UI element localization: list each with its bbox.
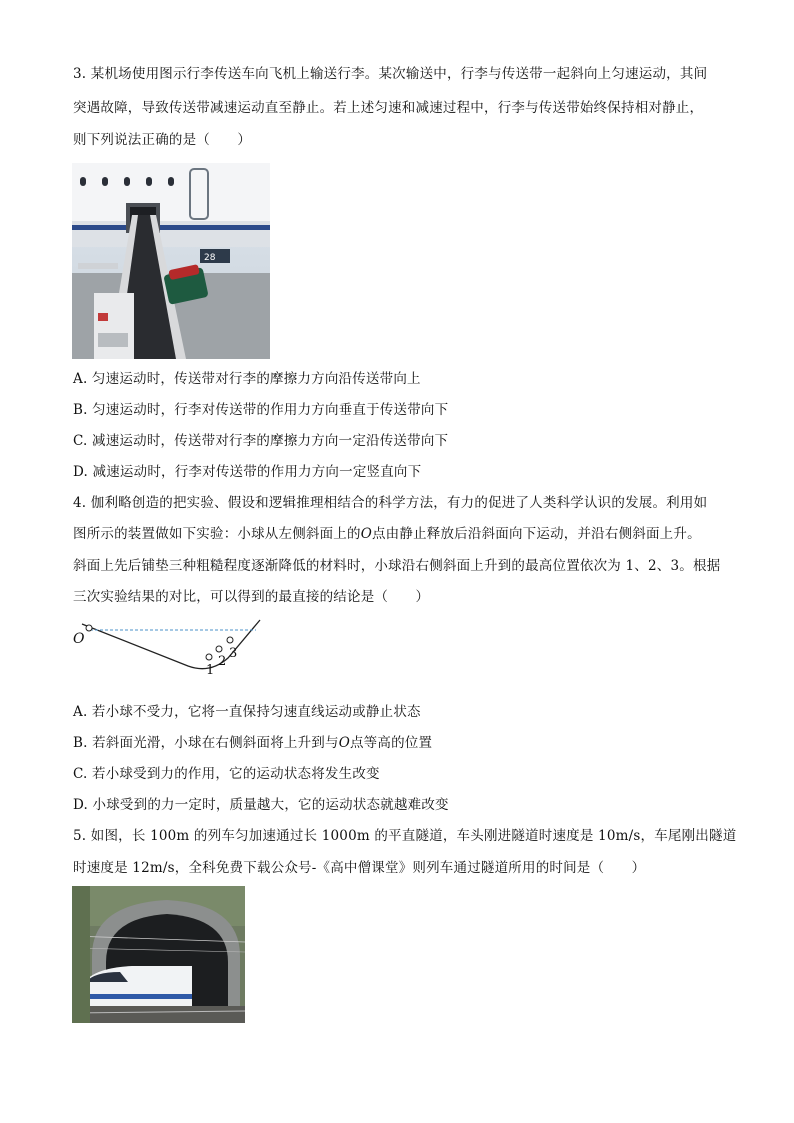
- q3-stem-line-1: 3. 某机场使用图示行李传送车向飞机上输送行李。某次输送中，行李与传送带一起斜向上匀速运动，其间: [73, 66, 708, 82]
- diagram-label-3: 3: [229, 646, 238, 661]
- q5-stem-line-1: 5. 如图，长 100m 的列车匀加速通过长 1000m 的平直隧道，车头刚进隧道时速度是 10m/s，车尾刚出隧道: [73, 828, 737, 844]
- q4-option-b-text-a: B. 若斜面光滑，小球在右侧斜面将上升到与: [73, 735, 339, 751]
- q4-option-b-point-o: O: [338, 735, 350, 751]
- ball-position-1: [206, 654, 212, 660]
- q4-option-b-text-b: 点等高的位置: [349, 735, 433, 751]
- q3-option-d: D. 减速运动时，行李对传送带的作用力方向一定竖直向下: [73, 464, 422, 480]
- q4-option-d: D. 小球受到的力一定时，质量越大，它的运动状态就越难改变: [73, 797, 449, 813]
- q4-option-a: A. 若小球不受力，它将一直保持匀速直线运动或静止状态: [73, 704, 421, 720]
- q4-stem-line-2a: 图所示的装置做如下实验：小球从左侧斜面上的: [73, 526, 361, 542]
- diagram-label-1: 1: [206, 663, 215, 678]
- q5-stem-line-2: 时速度是 12m/s，全科免费下载公众号-《高中僧课堂》则列车通过隧道所用的时间是（ ）: [73, 860, 646, 876]
- incline-diagram: [70, 614, 270, 680]
- plane-number-label: 28: [204, 253, 216, 263]
- ball-position-3: [227, 637, 233, 643]
- q3-option-b: B. 匀速运动时，行李对传送带的作用力方向垂直于传送带向下: [73, 402, 449, 418]
- point-o-label: O: [360, 526, 372, 542]
- q4-option-b: [73, 733, 432, 753]
- diagram-label-2: 2: [218, 654, 227, 669]
- q3-stem-line-3: 则下列说法正确的是（ ）: [73, 132, 252, 148]
- q4-stem-line-2b: 点由静止释放后沿斜面向下运动，并沿右侧斜面上升。: [371, 526, 701, 542]
- q4-stem-line-1: 4. 伽利略创造的把实验、假设和逻辑推理相结合的科学方法，有力的促进了人类科学认识的发展。利用如: [73, 495, 708, 511]
- tunnel-train-photo: [72, 886, 245, 1023]
- ball-at-o: [86, 625, 92, 631]
- q4-option-c: C. 若小球受到力的作用，它的运动状态将发生改变: [73, 766, 380, 782]
- q4-stem-line-4: 三次实验结果的对比，可以得到的最直接的结论是（ ）: [73, 589, 430, 605]
- q4-stem-line-2: [73, 524, 701, 544]
- diagram-label-o: O: [73, 631, 85, 647]
- ball-position-2: [216, 646, 222, 652]
- baggage-conveyor-photo: [72, 163, 270, 359]
- q3-option-a: A. 匀速运动时，传送带对行李的摩擦力方向沿传送带向上: [73, 371, 421, 387]
- q3-stem-line-2: 突遇故障，导致传送带减速运动直至静止。若上述匀速和减速过程中，行李与传送带始终保持相对静止，: [73, 100, 704, 116]
- q3-option-c: C. 减速运动时，传送带对行李的摩擦力方向一定沿传送带向下: [73, 433, 449, 449]
- q4-stem-line-3: 斜面上先后铺垫三种粗糙程度逐渐降低的材料时，小球沿右侧斜面上升到的最高位置依次为 1、2、3。根据: [73, 558, 721, 574]
